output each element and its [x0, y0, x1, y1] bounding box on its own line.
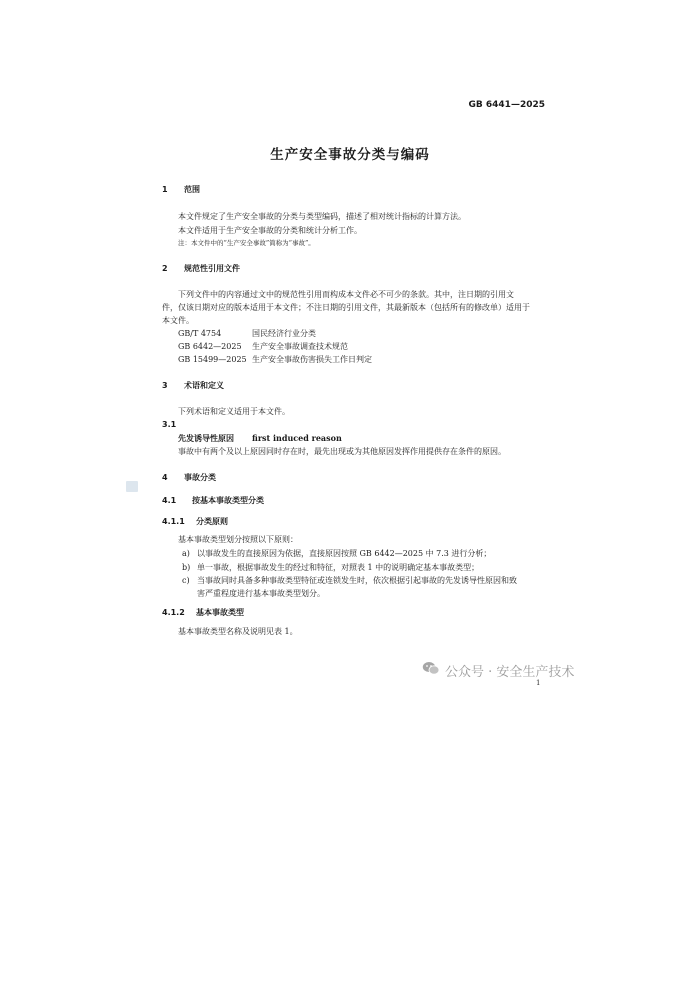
watermark: [422, 661, 574, 680]
section-2-heading: [162, 263, 240, 274]
list-marker: b): [182, 563, 191, 572]
document-title: 生产安全事故分类与编码: [270, 147, 430, 163]
term-chinese: 先发诱导性原因: [178, 434, 234, 443]
section-title: 事故分类: [184, 473, 216, 482]
subsection-4-1-2-heading: [162, 607, 244, 618]
section-number: 4.1.1: [162, 517, 185, 526]
section-title: 分类原则: [196, 517, 228, 526]
standard-number: GB 6441—2025: [468, 100, 545, 110]
list-marker: a): [182, 549, 190, 558]
section-4-heading: [162, 472, 216, 483]
paragraph: 本文件规定了生产安全事故的分类与类型编码，描述了相对统计指标的计算方法。: [178, 212, 466, 221]
list-item: [182, 562, 479, 573]
section-3-heading: [162, 380, 224, 391]
reference-code: GB 6442—2025: [178, 342, 242, 351]
reference-code: GB/T 4754: [178, 329, 222, 338]
watermark-text: 公众号 · 安全生产技术: [445, 665, 575, 680]
margin-marker: [126, 481, 138, 492]
page-number: 1: [536, 679, 541, 687]
reference-item: [178, 354, 372, 365]
section-number: 2: [162, 264, 168, 273]
list-item: [182, 548, 491, 559]
list-marker: c): [182, 576, 190, 585]
reference-item: [178, 328, 316, 339]
subsection-4-1-heading: [162, 495, 264, 506]
list-text: 单一事故，根据事故发生的经过和特征，对照表 1 中的说明确定基本事故类型；: [197, 563, 480, 572]
section-number: 4.1.2: [162, 608, 185, 617]
paragraph: 下列文件中的内容通过文中的规范性引用而构成本文件必不可少的条款。其中，注日期的引用文: [178, 290, 514, 299]
section-1-heading: [162, 184, 200, 195]
reference-title: 生产安全事故调查技术规范: [252, 342, 348, 351]
list-text: 当事故同时具备多种事故类型特征或连锁发生时，依次根据引起事故的先发诱导性原因和致: [197, 576, 517, 585]
note: 注：本文件中的“生产安全事故”简称为“事故”。: [178, 239, 315, 247]
term-english: first induced reason: [252, 433, 342, 443]
paragraph: 本文件适用于生产安全事故的分类和统计分析工作。: [178, 226, 362, 235]
paragraph: 下列术语和定义适用于本文件。: [178, 407, 290, 416]
section-number: 4: [162, 473, 168, 482]
term-number: 3.1: [162, 420, 177, 429]
list-item: [182, 575, 517, 586]
list-item-continuation: 害严重程度进行基本事故类型划分。: [197, 589, 325, 598]
list-text: 以事故发生的直接原因为依据，直接原因按照 GB 6442—2025 中 7.3 进行分析；: [197, 549, 492, 558]
term-definition: 事故中有两个及以上原因同时存在时，最先出现或为其他原因发挥作用提供存在条件的原因。: [178, 447, 506, 456]
paragraph: 基本事故类型名称及说明见表 1。: [178, 627, 298, 636]
reference-code: GB 15499—2025: [178, 355, 247, 364]
reference-title: 生产安全事故伤害损失工作日判定: [252, 355, 372, 364]
section-number: 4.1: [162, 496, 177, 505]
section-title: 范围: [184, 185, 200, 194]
section-number: 3: [162, 381, 168, 390]
section-number: 1: [162, 185, 168, 194]
section-title: 按基本事故类型分类: [192, 496, 264, 505]
reference-title: 国民经济行业分类: [252, 329, 316, 338]
subsection-4-1-1-heading: [162, 516, 228, 527]
paragraph: 基本事故类型划分按照以下原则：: [178, 535, 298, 544]
section-title: 术语和定义: [184, 381, 224, 390]
paragraph: 件，仅该日期对应的版本适用于本文件；不注日期的引用文件，其最新版本（包括所有的修改单）适用于: [162, 303, 530, 312]
reference-item: [178, 341, 348, 352]
section-title: 规范性引用文件: [184, 264, 240, 273]
wechat-icon: [422, 661, 445, 680]
term-title: [178, 433, 342, 444]
section-title: 基本事故类型: [196, 608, 244, 617]
paragraph: 本文件。: [162, 316, 194, 325]
